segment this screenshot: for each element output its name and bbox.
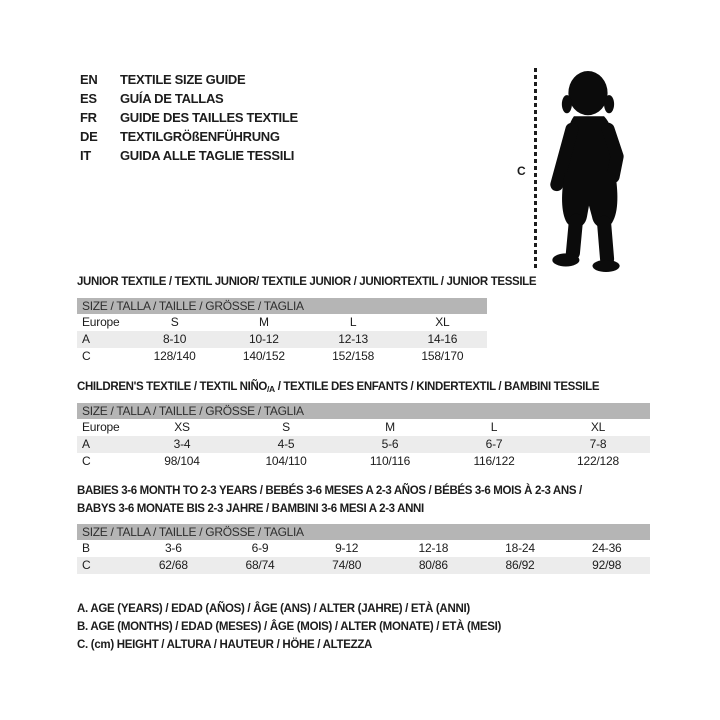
value-cell: 92/98 <box>592 558 622 572</box>
size-cell: XS <box>174 420 190 434</box>
value-cell: 98/104 <box>164 454 200 468</box>
legend-line-c: C. (cm) HEIGHT / ALTURA / HAUTEUR / HÖHE / ALTEZZA <box>77 639 373 651</box>
value-cell: 140/152 <box>242 349 285 363</box>
value-cell: 68/74 <box>245 558 275 572</box>
table-row-height <box>77 348 487 365</box>
lang-label: TEXTILGRÖßENFÜHRUNG <box>120 129 280 144</box>
row-label: B <box>82 541 90 555</box>
row-label: A <box>82 332 90 346</box>
measure-legend <box>77 600 501 654</box>
value-cell: 104/110 <box>265 454 307 468</box>
size-cell: S <box>282 420 290 434</box>
children-table <box>77 379 650 470</box>
title-text: / TEXTILE DES ENFANTS / KINDERTEXTIL / BAMBINI TESSILE <box>274 381 600 393</box>
lang-row-en <box>80 70 298 89</box>
height-dashed-line <box>534 68 537 269</box>
table-row-height <box>77 453 650 470</box>
size-cell: S <box>170 315 179 329</box>
value-cell: 152/158 <box>332 349 375 363</box>
size-header-bar: SIZE / TALLA / TAILLE / GRÖSSE / TAGLIA <box>77 298 487 314</box>
title-subscript: /A <box>267 384 275 394</box>
table-row-height <box>77 557 650 574</box>
lang-label: GUÍA DE TALLAS <box>120 91 224 106</box>
value-cell: 122/128 <box>577 454 619 468</box>
table-row-europe <box>77 314 487 331</box>
babies-table-title <box>77 482 650 518</box>
value-cell: 110/116 <box>369 454 411 468</box>
lang-label: GUIDE DES TAILLES TEXTILE <box>120 110 298 125</box>
children-table-title <box>77 379 650 395</box>
size-cell: M <box>385 420 395 434</box>
row-label: Europe <box>82 315 120 329</box>
value-cell: 10-12 <box>249 332 279 346</box>
lang-label: TEXTILE SIZE GUIDE <box>120 72 246 87</box>
value-cell: 5-6 <box>381 437 399 451</box>
value-cell: 80/86 <box>418 558 448 572</box>
title-line-1: BABIES 3-6 MONTH TO 2-3 YEARS / BEBÉS 3-6 MESES A 2-3 AÑOS / BÉBÉS 3-6 MOIS À 2-3 ANS / <box>77 485 582 497</box>
lang-label: GUIDA ALLE TAGLIE TESSILI <box>120 148 295 163</box>
value-cell: 116/122 <box>473 454 515 468</box>
value-cell: 3-6 <box>164 541 182 555</box>
title-line-2: BABYS 3-6 MONATE BIS 2-3 JAHRE / BAMBINI 3-6 MESI A 2-3 ANNI <box>77 503 424 515</box>
value-cell: 158/170 <box>421 349 464 363</box>
lang-row-fr <box>80 108 298 127</box>
legend-line-a: A. AGE (YEARS) / EDAD (AÑOS) / ÂGE (ANS) / ALTER (JAHRE) / ETÀ (ANNI) <box>77 603 470 615</box>
row-label: C <box>82 349 91 363</box>
value-cell: 7-8 <box>589 437 607 451</box>
value-cell: 6-9 <box>251 541 269 555</box>
value-cell: 86/92 <box>505 558 535 572</box>
row-label: C <box>82 454 91 468</box>
row-label: C <box>82 558 91 572</box>
value-cell: 8-10 <box>163 332 187 346</box>
value-cell: 24-36 <box>591 541 622 555</box>
size-cell: M <box>258 315 269 329</box>
lang-code: ES <box>80 91 97 106</box>
junior-table <box>77 274 537 365</box>
lang-row-it <box>80 146 298 165</box>
table-row-age <box>77 436 650 453</box>
size-header-bar: SIZE / TALLA / TAILLE / GRÖSSE / TAGLIA <box>77 524 650 540</box>
lang-code: IT <box>80 148 91 163</box>
size-header-bar: SIZE / TALLA / TAILLE / GRÖSSE / TAGLIA <box>77 403 650 419</box>
value-cell: 18-24 <box>505 541 535 555</box>
lang-row-de <box>80 127 298 146</box>
value-cell: 9-12 <box>335 541 359 555</box>
value-cell: 4-5 <box>277 437 295 451</box>
height-measure-label: C <box>517 164 526 178</box>
value-cell: 62/68 <box>158 558 188 572</box>
size-cell: L <box>490 420 498 434</box>
value-cell: 14-16 <box>427 332 458 346</box>
row-label: A <box>82 437 90 451</box>
value-cell: 12-13 <box>338 332 368 346</box>
size-cell: L <box>349 315 357 329</box>
legend-line-b: B. AGE (MONTHS) / EDAD (MESES) / ÂGE (MOIS) / ALTER (MONATE) / ETÀ (MESI) <box>77 621 502 633</box>
language-list <box>80 70 298 165</box>
lang-code: EN <box>80 72 98 87</box>
value-cell: 74/80 <box>332 558 362 572</box>
value-cell: 128/140 <box>153 349 196 363</box>
value-cell: 12-18 <box>418 541 449 555</box>
junior-table-title: JUNIOR TEXTILE / TEXTIL JUNIOR/ TEXTILE JUNIOR / JUNIORTEXTIL / JUNIOR TESSILE <box>77 276 537 288</box>
babies-table <box>77 482 650 574</box>
lang-code: FR <box>80 110 97 125</box>
table-row-europe <box>77 419 650 436</box>
value-cell: 6-7 <box>485 437 503 451</box>
lang-row-es <box>80 89 298 108</box>
size-cell: XL <box>435 315 450 329</box>
size-cell: XL <box>590 420 606 434</box>
value-cell: 3-4 <box>173 437 191 451</box>
table-row-months <box>77 540 650 557</box>
row-label: Europe <box>82 420 120 434</box>
lang-code: DE <box>80 129 98 144</box>
table-row-age <box>77 331 487 348</box>
toddler-silhouette-icon <box>541 66 643 272</box>
title-text: CHILDREN'S TEXTILE / TEXTIL NIÑO <box>77 381 268 393</box>
